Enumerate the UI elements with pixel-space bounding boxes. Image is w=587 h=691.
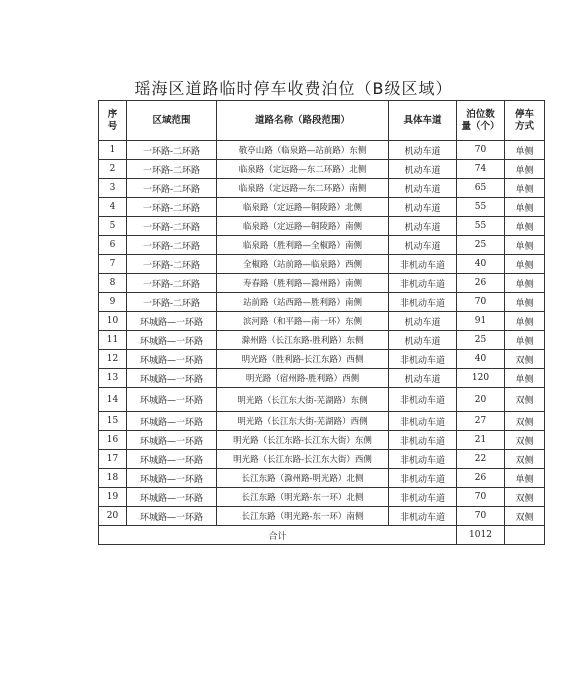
cell-area: 一环路-二环路 [127, 217, 217, 236]
cell-count: 120 [457, 369, 505, 388]
cell-area: 一环路-二环路 [127, 179, 217, 198]
cell-road: 长江东路（明光路-东一环）北侧 [217, 488, 389, 507]
cell-lane: 机动车道 [389, 331, 457, 350]
cell-count: 55 [457, 198, 505, 217]
cell-seq: 7 [99, 255, 127, 274]
cell-count: 22 [457, 450, 505, 469]
cell-mode: 单侧 [505, 469, 545, 488]
cell-mode: 双侧 [505, 388, 545, 412]
cell-seq: 8 [99, 274, 127, 293]
cell-count: 25 [457, 236, 505, 255]
cell-area: 环城路—一环路 [127, 350, 217, 369]
document-title: 瑶海区道路临时停车收费泊位（B级区域） [134, 79, 453, 98]
table-row [99, 141, 545, 160]
cell-seq: 18 [99, 469, 127, 488]
cell-area: 环城路—一环路 [127, 412, 217, 431]
cell-area: 环城路—一环路 [127, 312, 217, 331]
cell-road: 长江东路（明光路-东一环）南侧 [217, 507, 389, 526]
cell-seq: 3 [99, 179, 127, 198]
cell-seq: 10 [99, 312, 127, 331]
cell-area: 环城路—一环路 [127, 369, 217, 388]
cell-area: 环城路—一环路 [127, 388, 217, 412]
cell-mode: 单侧 [505, 369, 545, 388]
table-row [99, 312, 545, 331]
cell-count: 70 [457, 507, 505, 526]
cell-road: 明光路（宿州路-胜利路）西侧 [217, 369, 389, 388]
cell-lane: 非机动车道 [389, 255, 457, 274]
cell-count: 65 [457, 179, 505, 198]
cell-area: 环城路—一环路 [127, 431, 217, 450]
cell-road: 明光路（胜利路-长江东路）西侧 [217, 350, 389, 369]
cell-mode: 单侧 [505, 160, 545, 179]
cell-mode: 双侧 [505, 507, 545, 526]
cell-count: 26 [457, 469, 505, 488]
cell-mode: 单侧 [505, 312, 545, 331]
cell-road: 滁州路（长江东路-胜利路）东侧 [217, 331, 389, 350]
cell-lane: 非机动车道 [389, 274, 457, 293]
cell-road: 寿春路（胜利路—滁州路）南侧 [217, 274, 389, 293]
cell-mode: 双侧 [505, 350, 545, 369]
cell-lane: 机动车道 [389, 217, 457, 236]
cell-lane: 非机动车道 [389, 507, 457, 526]
cell-count: 70 [457, 293, 505, 312]
cell-area: 环城路—一环路 [127, 450, 217, 469]
cell-seq: 6 [99, 236, 127, 255]
cell-lane: 机动车道 [389, 312, 457, 331]
cell-road: 长江东路（滁州路-明光路）北侧 [217, 469, 389, 488]
table-row [99, 369, 545, 388]
table-row [99, 350, 545, 369]
cell-area: 环城路—一环路 [127, 507, 217, 526]
cell-mode: 单侧 [505, 331, 545, 350]
cell-seq: 1 [99, 141, 127, 160]
total-label: 合计 [99, 526, 457, 545]
cell-lane: 非机动车道 [389, 412, 457, 431]
cell-area: 一环路-二环路 [127, 198, 217, 217]
table-row [99, 412, 545, 431]
cell-count: 26 [457, 274, 505, 293]
cell-lane: 非机动车道 [389, 293, 457, 312]
header-count: 泊位数 量（个） [457, 101, 505, 141]
cell-count: 74 [457, 160, 505, 179]
cell-lane: 机动车道 [389, 179, 457, 198]
table-row [99, 236, 545, 255]
cell-seq: 20 [99, 507, 127, 526]
table-row [99, 293, 545, 312]
cell-road: 明光路（长江东路-长江东大街）西侧 [217, 450, 389, 469]
cell-mode: 单侧 [505, 217, 545, 236]
cell-area: 一环路-二环路 [127, 141, 217, 160]
cell-count: 21 [457, 431, 505, 450]
cell-lane: 非机动车道 [389, 350, 457, 369]
cell-mode: 双侧 [505, 412, 545, 431]
header-seq: 序 号 [99, 101, 127, 141]
table-row [99, 469, 545, 488]
cell-lane: 非机动车道 [389, 450, 457, 469]
table-row [99, 217, 545, 236]
cell-road: 临泉路（胜利路—全椒路）南侧 [217, 236, 389, 255]
cell-lane: 机动车道 [389, 198, 457, 217]
cell-area: 一环路-二环路 [127, 160, 217, 179]
cell-seq: 16 [99, 431, 127, 450]
cell-road: 临泉路（定远路—铜陵路）北侧 [217, 198, 389, 217]
table-row [99, 179, 545, 198]
cell-lane: 非机动车道 [389, 469, 457, 488]
cell-seq: 13 [99, 369, 127, 388]
total-row [99, 526, 545, 545]
header-mode: 停车 方式 [505, 101, 545, 141]
cell-seq: 12 [99, 350, 127, 369]
cell-area: 一环路-二环路 [127, 274, 217, 293]
cell-mode: 单侧 [505, 141, 545, 160]
table-row [99, 431, 545, 450]
cell-road: 临泉路（定远路—东二环路）南侧 [217, 179, 389, 198]
cell-count: 55 [457, 217, 505, 236]
table-row [99, 160, 545, 179]
cell-seq: 17 [99, 450, 127, 469]
cell-mode: 双侧 [505, 431, 545, 450]
cell-count: 91 [457, 312, 505, 331]
cell-seq: 2 [99, 160, 127, 179]
cell-count: 25 [457, 331, 505, 350]
cell-mode: 双侧 [505, 488, 545, 507]
cell-count: 27 [457, 412, 505, 431]
table-row [99, 331, 545, 350]
cell-area: 一环路-二环路 [127, 293, 217, 312]
cell-lane: 机动车道 [389, 160, 457, 179]
table-row [99, 255, 545, 274]
cell-seq: 9 [99, 293, 127, 312]
cell-lane: 机动车道 [389, 236, 457, 255]
cell-road: 全椒路（站前路—临泉路）西侧 [217, 255, 389, 274]
cell-seq: 11 [99, 331, 127, 350]
cell-road: 明光路（长江东大街-芜湖路）东侧 [217, 388, 389, 412]
cell-road: 滨河路（和平路—南一环）东侧 [217, 312, 389, 331]
table-row [99, 274, 545, 293]
cell-seq: 15 [99, 412, 127, 431]
cell-count: 70 [457, 141, 505, 160]
cell-lane: 非机动车道 [389, 488, 457, 507]
cell-count: 40 [457, 350, 505, 369]
cell-area: 环城路—一环路 [127, 488, 217, 507]
header-lane: 具体车道 [389, 101, 457, 141]
cell-lane: 机动车道 [389, 141, 457, 160]
cell-road: 临泉路（定远路—铜陵路）南侧 [217, 217, 389, 236]
table-row [99, 450, 545, 469]
header-area: 区域范围 [127, 101, 217, 141]
table-row [99, 198, 545, 217]
table-row [99, 388, 545, 412]
cell-lane: 非机动车道 [389, 388, 457, 412]
total-count: 1012 [457, 526, 505, 545]
cell-road: 敬亭山路（临泉路—站前路）东侧 [217, 141, 389, 160]
table-header-row [99, 101, 545, 141]
cell-road: 临泉路（定远路—东二环路）北侧 [217, 160, 389, 179]
table-row [99, 488, 545, 507]
cell-mode: 单侧 [505, 293, 545, 312]
cell-road: 明光路（长江东路-长江东大街）东侧 [217, 431, 389, 450]
total-mode [505, 526, 545, 545]
cell-mode: 单侧 [505, 255, 545, 274]
cell-mode: 双侧 [505, 450, 545, 469]
cell-seq: 14 [99, 388, 127, 412]
cell-mode: 单侧 [505, 198, 545, 217]
cell-seq: 4 [99, 198, 127, 217]
cell-mode: 单侧 [505, 274, 545, 293]
cell-area: 一环路-二环路 [127, 236, 217, 255]
cell-seq: 5 [99, 217, 127, 236]
cell-area: 环城路—一环路 [127, 469, 217, 488]
cell-mode: 单侧 [505, 236, 545, 255]
parking-table [98, 100, 545, 545]
cell-count: 40 [457, 255, 505, 274]
cell-lane: 非机动车道 [389, 431, 457, 450]
cell-count: 20 [457, 388, 505, 412]
cell-road: 站前路（站西路—胜利路）南侧 [217, 293, 389, 312]
header-road: 道路名称（路段范围） [217, 101, 389, 141]
cell-mode: 单侧 [505, 179, 545, 198]
cell-road: 明光路（长江东大街-芜湖路）西侧 [217, 412, 389, 431]
cell-area: 一环路-二环路 [127, 255, 217, 274]
cell-lane: 机动车道 [389, 369, 457, 388]
table-row [99, 507, 545, 526]
cell-area: 环城路—一环路 [127, 331, 217, 350]
cell-seq: 19 [99, 488, 127, 507]
cell-count: 70 [457, 488, 505, 507]
